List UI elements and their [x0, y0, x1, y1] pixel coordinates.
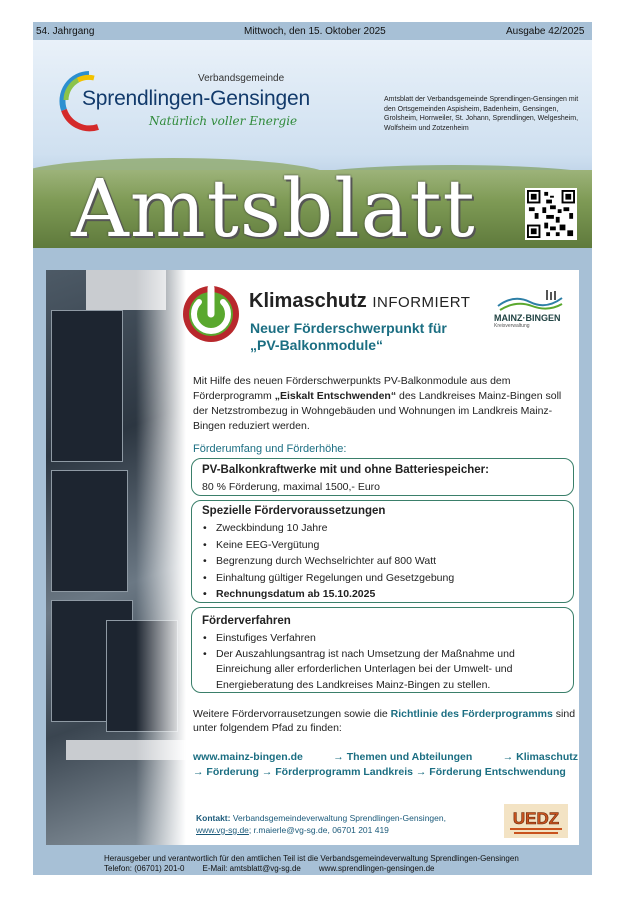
jahrgang-label: 54. Jahrgang	[36, 26, 95, 37]
article-title	[249, 290, 470, 313]
article-title-suffix: INFORMIERT	[372, 294, 471, 311]
list-item: • Zweckbindung 10 Jahre	[202, 520, 454, 537]
photo-fade	[136, 270, 186, 845]
procedure-box	[191, 607, 574, 693]
path-step: → Klimaschutz	[502, 751, 578, 763]
requirements-heading: Spezielle Fördervoraussetzungen	[202, 505, 386, 517]
list-item: • Begrenzung durch Wechselrichter auf 800 Watt	[202, 553, 454, 570]
article-subtitle	[250, 320, 447, 354]
masthead-title: Amtsblatt	[71, 162, 476, 248]
amtsblatt-description: Amtsblatt der Verbandsgemeinde Sprendlingen-Gensingen mit den Ortsgemeinden Aspisheim, Badenheim, Gensingen, Grolsheim, Horrweiler, St. Johann, Sprendlingen, Welgesheim, Wolfsheim und Zotzenheim	[384, 96, 579, 132]
issue-number: Ausgabe 42/2025	[506, 26, 585, 37]
contact-label: Kontakt:	[196, 813, 231, 823]
solar-panel	[51, 310, 123, 462]
guideline-link[interactable]: Richtlinie des Förderprogramms	[390, 708, 553, 720]
procedure-heading: Förderverfahren	[202, 615, 291, 627]
further-info-text: Weitere Fördervorrausetzungen sowie die	[193, 708, 391, 720]
subtitle-line-2: „PV-Balkonmodule“	[250, 337, 384, 353]
procedure-list	[202, 631, 562, 693]
subtitle-line-1: Neuer Förderschwerpunkt für	[250, 320, 447, 336]
footer-contact-row	[104, 864, 519, 874]
path-website-link[interactable]: www.mainz-bingen.de	[193, 751, 303, 763]
list-item: • Einhaltung gültiger Regelungen und Gesetzgebung	[202, 570, 454, 587]
vg-slogan: Natürlich voller Energie	[149, 114, 298, 128]
funding-amount-box	[191, 458, 574, 496]
top-info-bar	[33, 22, 592, 40]
contact-text: Verbandsgemeindeverwaltung Sprendlingen-Gensingen,	[230, 813, 446, 823]
footer-publisher: Herausgeber und verantwortlich für den amtlichen Teil ist die Verbandsgemeindeverwaltung Sprendlingen-Gensingen	[104, 854, 519, 863]
article-title-main: Klimaschutz	[249, 290, 367, 312]
partner-logo-sub: Kreisverwaltung	[494, 323, 530, 329]
qr-code-icon[interactable]	[525, 188, 577, 240]
contact-info	[196, 812, 446, 836]
vg-label: Verbandsgemeinde	[198, 73, 285, 84]
masthead-header	[33, 40, 592, 248]
funding-heading: Förderumfang und Förderhöhe:	[193, 443, 347, 455]
contact-details: ; r.maierle@vg-sg.de, 06701 201 419	[248, 825, 389, 835]
footer-email[interactable]: E-Mail: amtsblatt@vg-sg.de	[202, 864, 301, 873]
issue-date: Mittwoch, den 15. Oktober 2025	[244, 26, 386, 37]
vg-name: Sprendlingen-Gensingen	[82, 87, 310, 110]
list-item: • Rechnungsdatum ab 15.10.2025	[202, 586, 454, 603]
partner-logo-name: MAINZ·BINGEN	[494, 313, 561, 323]
requirements-box	[191, 500, 574, 603]
path-row-2: → Förderung → Förderprogramm Landkreis → Förderung Entschwendung	[193, 766, 566, 778]
intro-paragraph	[193, 374, 578, 434]
footer-website[interactable]: www.sprendlingen-gensingen.de	[318, 864, 435, 873]
intro-text: des Landkreises Mainz-Bingen soll der Netzstrombezug in Wohngebäuden und Wohnungen im Landkreis Mainz-Bingen reduziert werden.	[193, 390, 562, 432]
footer-phone: Telefon: (06701) 201-0	[104, 864, 185, 873]
navigation-path	[193, 750, 578, 780]
further-info-text: sind unter folgendem Pfad zu finden:	[193, 708, 576, 734]
list-item: • Der Auszahlungsantrag ist nach Umsetzung der Maßnahme und Einreichung aller erforderlichen Unterlagen bei der Umwelt- und Energieberatung des Landkreises Mainz-Bingen zu stellen.	[202, 647, 562, 694]
requirements-list	[202, 520, 454, 603]
list-item: • Keine EEG-Vergütung	[202, 537, 454, 554]
solar-balcony-photo	[46, 270, 186, 845]
intro-text: Mit Hilfe des neuen Förderschwerpunkts PV-Balkonmodule aus dem Förderprogramm	[193, 375, 511, 402]
program-name: „Eiskalt Entschwenden“	[274, 390, 397, 402]
contact-website-link[interactable]: www.vg-sg.de	[196, 825, 249, 835]
uedz-logo-icon	[504, 804, 568, 838]
power-button-icon	[177, 278, 245, 346]
path-row-1	[193, 750, 578, 765]
funding-box-text: 80 % Förderung, maximal 1500,- Euro	[202, 481, 381, 493]
funding-box-heading: PV-Balkonkraftwerke mit und ohne Batteriespeicher:	[202, 464, 489, 476]
page-footer	[104, 854, 519, 874]
uedz-logo-text: UEDZ	[512, 809, 560, 828]
list-item: • Einstufiges Verfahren	[202, 631, 562, 647]
path-step: → Themen und Abteilungen	[333, 751, 473, 763]
further-info-paragraph	[193, 707, 578, 735]
solar-panel	[51, 470, 128, 592]
